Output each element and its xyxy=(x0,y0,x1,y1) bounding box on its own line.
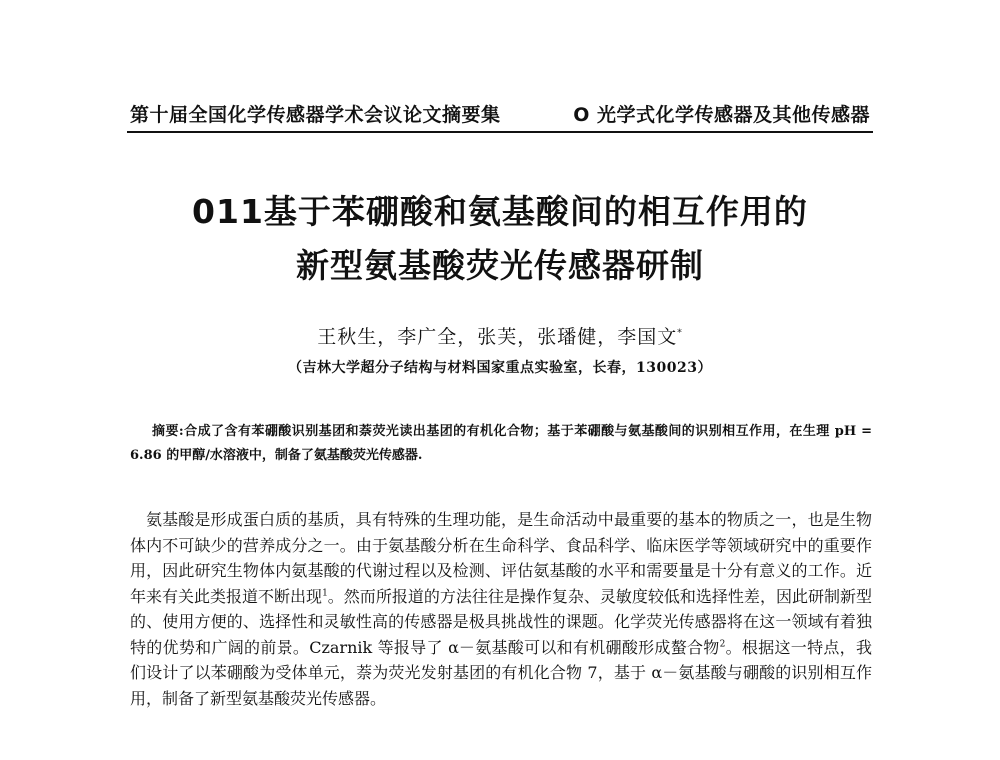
abstract xyxy=(130,420,872,468)
authors-names: 王秋生，李广全，张芙，张璠健，李国文 xyxy=(317,326,678,348)
citation-ref-2: 2 xyxy=(719,639,726,650)
corresponding-author-mark: * xyxy=(677,328,683,339)
body-segment-1: 氨基酸是形成蛋白质的基质，具有特殊的生理功能，是生命活动中最重要的基本的物质之一，也是生物体内不可缺少的营养成分之一。由于氨基酸分析在生命科学、食品科学、临床医学等领域研究中的重要作用，因此研究生物体内氨基酸的代谢过程以及检测、评估氨基酸的水平和需要量是十分有意义的工作。近年来有关此类报道不断出现 xyxy=(130,510,872,606)
body-paragraph xyxy=(130,507,872,711)
body-segment-3: 。根据这一特点，我们设计了以苯硼酸为受体单元，萘为荧光发射基团的有机化合物 7，基于 α－氨基酸与硼酸的识别相互作用，制备了新型氨基酸荧光传感器。 xyxy=(130,637,872,708)
body-segment-2: 。然而所报道的方法往往是操作复杂、灵敏度较低和选择性差，因此研制新型的、使用方便的、选择性和灵敏性高的传感器是极具挑战性的课题。化学荧光传感器将在这一领域有着独特的优势和广阔的前景。Czarnik 等报导了 α－氨基酸可以和有机硼酸形成螯合物 xyxy=(130,586,872,657)
paper-title-line-1: 011基于苯硼酸和氨基酸间的相互作用的 xyxy=(192,192,808,231)
affiliation: （吉林大学超分子结构与材料国家重点实验室，长春，130023） xyxy=(288,360,712,376)
header-section-title: O 光学式化学传感器及其他传感器 xyxy=(573,104,870,126)
abstract-label: 摘要: xyxy=(152,424,184,439)
abstract-text: 合成了含有苯硼酸识别基团和萘荧光读出基团的有机化合物；基于苯硼酸与氨基酸间的识别相互作用，在生理 pH = 6.86 的甲醇/水溶液中，制备了氨基酸荧光传感器. xyxy=(130,424,872,463)
header-proceedings-title: 第十届全国化学传感器学术会议论文摘要集 xyxy=(130,104,501,126)
author-list xyxy=(0,322,1000,349)
citation-ref-1: 1 xyxy=(322,588,328,599)
header-rule xyxy=(127,131,873,133)
paper-title-line-2: 新型氨基酸荧光传感器研制 xyxy=(296,246,704,285)
running-header xyxy=(130,100,870,127)
